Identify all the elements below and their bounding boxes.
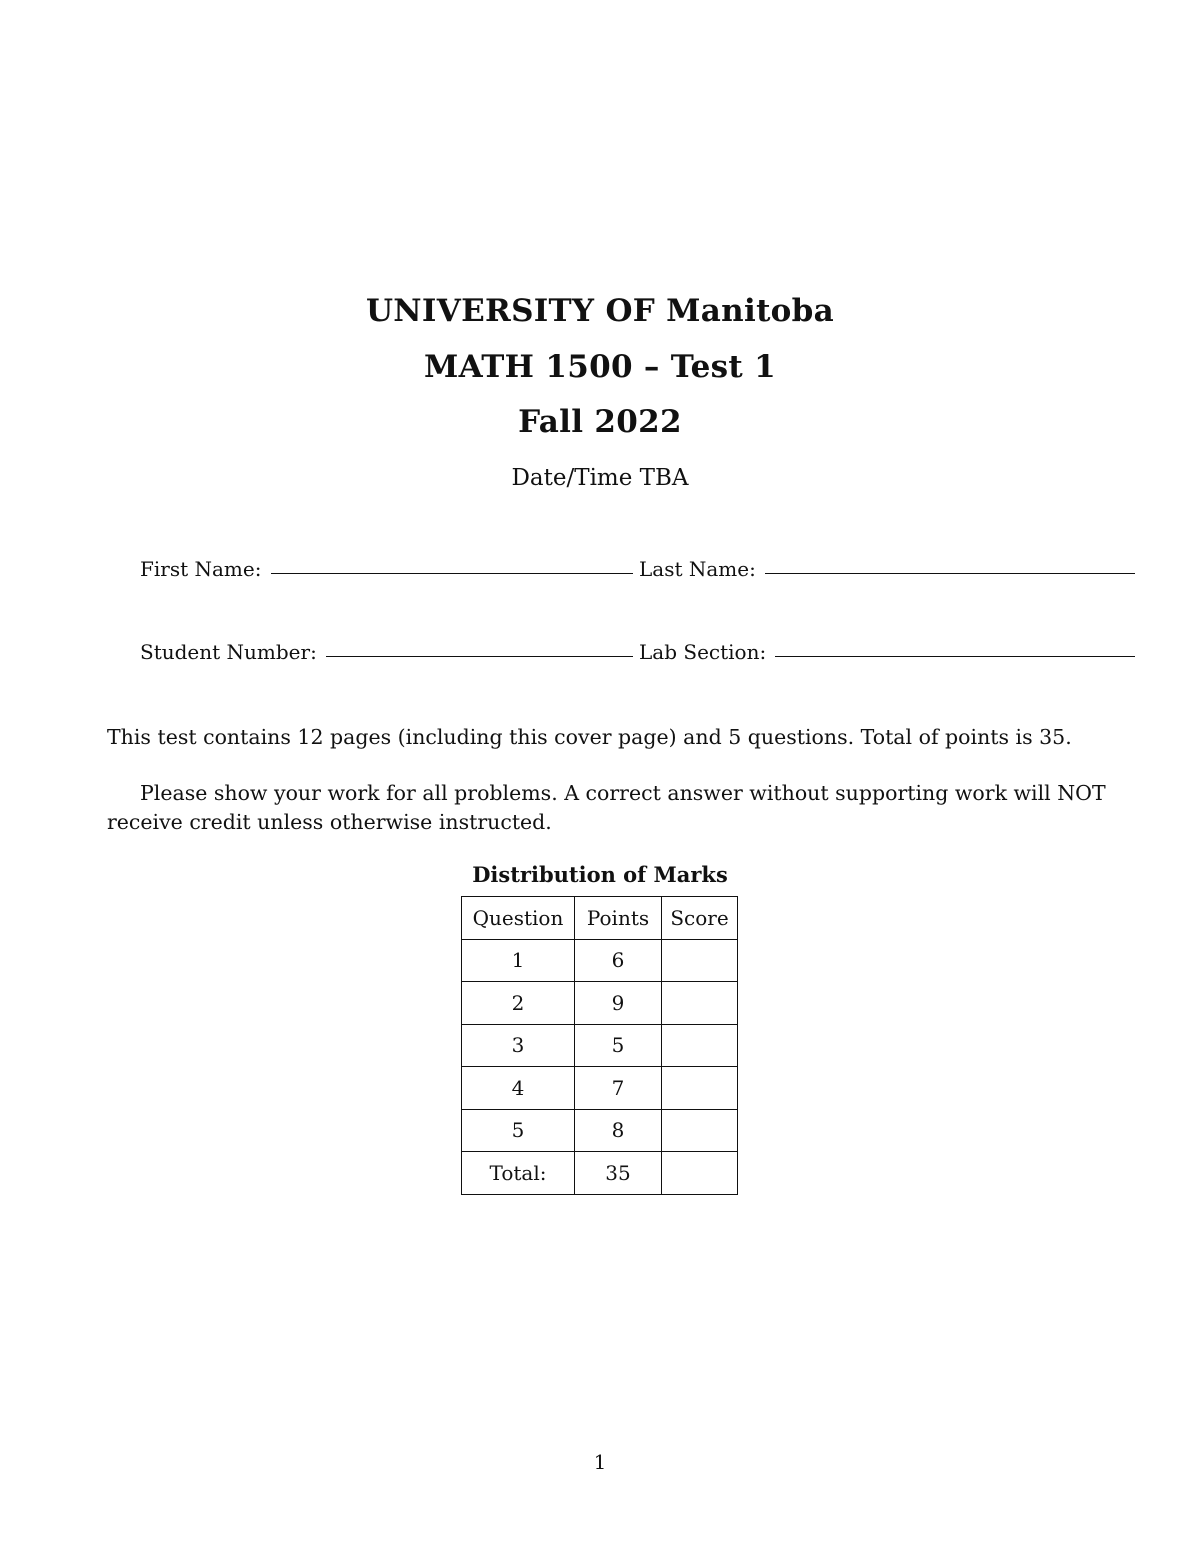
marks-table-caption: Distribution of Marks <box>472 862 728 887</box>
lab-section-label: Lab Section: <box>639 640 767 664</box>
points-cell: 5 <box>575 1024 662 1067</box>
score-cell[interactable] <box>662 1067 738 1110</box>
question-cell: 4 <box>462 1067 575 1110</box>
question-cell: 5 <box>462 1109 575 1152</box>
work-instruction-line-1: Please show your work for all problems. A correct answer without supporting work will NOT <box>140 781 1106 805</box>
test-summary: This test contains 12 pages (including this cover page) and 5 questions. Total of points is 35. <box>107 725 1072 749</box>
points-cell: 9 <box>575 982 662 1025</box>
page-number: 1 <box>593 1450 607 1474</box>
table-row <box>462 1024 738 1067</box>
question-cell: 1 <box>462 939 575 982</box>
course-test-title: MATH 1500 – Test 1 <box>424 349 776 385</box>
score-cell[interactable] <box>662 939 738 982</box>
student-number-label: Student Number: <box>140 640 317 664</box>
lab-section-field[interactable] <box>775 656 1135 657</box>
points-cell: 6 <box>575 939 662 982</box>
term-title: Fall 2022 <box>518 404 682 440</box>
last-name-label: Last Name: <box>639 557 756 581</box>
table-row <box>462 982 738 1025</box>
student-number-field[interactable] <box>326 656 633 657</box>
total-score-cell[interactable] <box>662 1152 738 1195</box>
university-title: UNIVERSITY OF Manitoba <box>365 293 835 329</box>
first-name-field[interactable] <box>271 573 633 574</box>
score-cell[interactable] <box>662 1109 738 1152</box>
total-label-cell: Total: <box>462 1152 575 1195</box>
header-question: Question <box>462 897 575 940</box>
table-row <box>462 939 738 982</box>
date-time: Date/Time TBA <box>511 465 689 491</box>
points-cell: 8 <box>575 1109 662 1152</box>
question-cell: 3 <box>462 1024 575 1067</box>
last-name-field[interactable] <box>765 573 1135 574</box>
header-score: Score <box>662 897 738 940</box>
score-cell[interactable] <box>662 1024 738 1067</box>
total-row <box>462 1152 738 1195</box>
points-cell: 7 <box>575 1067 662 1110</box>
question-cell: 2 <box>462 982 575 1025</box>
table-row <box>462 1067 738 1110</box>
first-name-label: First Name: <box>140 557 262 581</box>
total-points-cell: 35 <box>575 1152 662 1195</box>
marks-table-header-row <box>462 897 738 940</box>
table-row <box>462 1109 738 1152</box>
work-instruction-line-2: receive credit unless otherwise instructed. <box>107 810 552 834</box>
score-cell[interactable] <box>662 982 738 1025</box>
marks-table <box>461 896 738 1195</box>
header-points: Points <box>575 897 662 940</box>
